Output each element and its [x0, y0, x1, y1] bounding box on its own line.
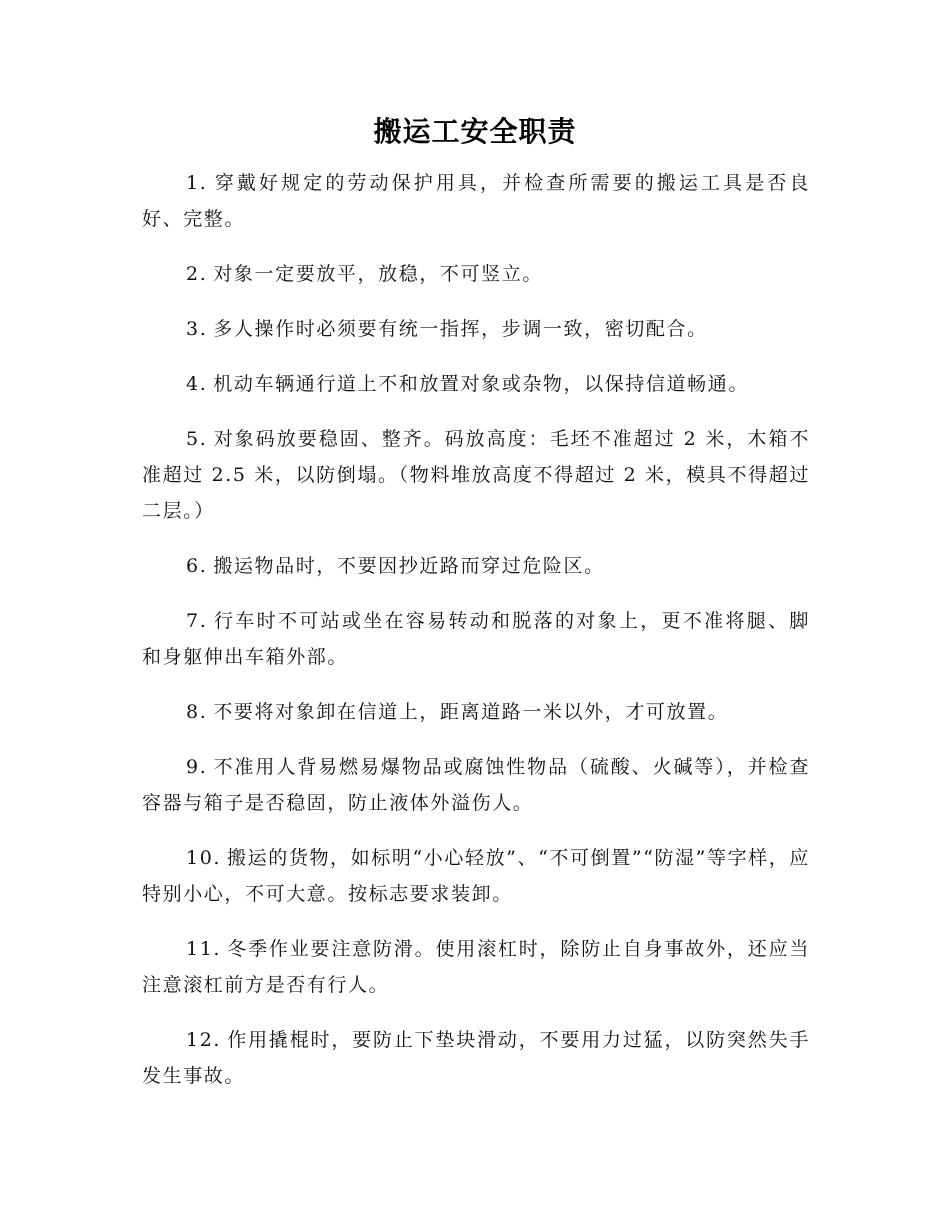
item-number: 11. — [186, 938, 222, 960]
item-text: 搬运物品时，不要因抄近路而穿过危险区。 — [213, 555, 605, 577]
item-text: 机动车辆通行道上不和放置对象或杂物，以保持信道畅通。 — [213, 373, 749, 395]
list-item — [142, 694, 810, 730]
document-title: 搬运工安全职责 — [373, 115, 577, 148]
list-item — [142, 840, 810, 912]
item-number: 12. — [186, 1029, 222, 1051]
list-item — [142, 421, 810, 529]
list-item — [142, 548, 810, 584]
document-body — [142, 165, 810, 1113]
item-text: 对象一定要放平，放稳，不可竖立。 — [213, 263, 543, 285]
item-number: 4. — [186, 373, 208, 395]
item-text: 搬运的货物，如标明“小心轻放”、“不可倒置”“防湿”等字样，应特别小心，不可大意。按标志要求装卸。 — [142, 847, 810, 905]
item-text: 不要将对象卸在信道上，距离道路一米以外，才可放置。 — [213, 701, 729, 723]
item-text: 冬季作业要注意防滑。使用滚杠时，除防止自身事故外，还应当注意滚杠前方是否有行人。 — [142, 938, 810, 996]
list-item — [142, 603, 810, 675]
item-number: 9. — [186, 756, 208, 778]
item-number: 10. — [186, 847, 222, 869]
list-item — [142, 931, 810, 1003]
item-number: 1. — [186, 172, 208, 194]
item-number: 2. — [186, 263, 208, 285]
list-item — [142, 749, 810, 821]
list-item — [142, 1022, 810, 1094]
item-number: 8. — [186, 701, 208, 723]
item-text: 行车时不可站或坐在容易转动和脱落的对象上，更不准将腿、脚和身躯伸出车箱外部。 — [142, 610, 810, 668]
item-text: 不准用人背易燃易爆物品或腐蚀性物品（硫酸、火碱等），并检查容器与箱子是否稳固，防止液体外溢伤人。 — [142, 756, 810, 814]
item-text: 穿戴好规定的劳动保护用具，并检查所需要的搬运工具是否良好、完整。 — [142, 172, 810, 230]
item-number: 5. — [186, 428, 208, 450]
item-text: 作用撬棍时，要防止下垫块滑动，不要用力过猛，以防突然失手发生事故。 — [142, 1029, 810, 1087]
list-item — [142, 311, 810, 347]
list-item — [142, 366, 810, 402]
list-item — [142, 256, 810, 292]
item-text: 对象码放要稳固、整齐。码放高度：毛坯不准超过 2 米，木箱不准超过 2.5 米，以防倒塌。（物料堆放高度不得超过 2 米，模具不得超过二层。） — [142, 428, 810, 522]
item-number: 3. — [186, 318, 208, 340]
item-number: 6. — [186, 555, 208, 577]
item-number: 7. — [186, 610, 208, 632]
item-text: 多人操作时必须要有统一指挥，步调一致，密切配合。 — [213, 318, 708, 340]
list-item — [142, 165, 810, 237]
